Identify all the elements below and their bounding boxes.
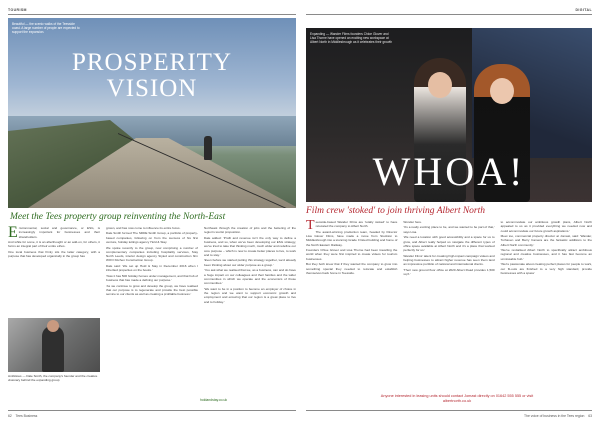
top-rule	[306, 14, 592, 15]
team-photo	[306, 28, 592, 202]
paragraph: Northeast through the creation of jobs and the bettering of the region's tourist proposition.	[204, 226, 296, 235]
face-right	[490, 78, 514, 104]
section-label: TOURISM	[8, 8, 27, 12]
article-columns	[306, 220, 592, 390]
paragraph: But they both knew that if they wanted the company to grow into something special they needed to relocate and establish themselves back home in Teesside.	[306, 262, 398, 275]
portrait-head	[47, 320, 59, 332]
article-column-3	[204, 226, 296, 401]
footer-tagline: The voice of business in the Tees region	[523, 414, 585, 418]
paragraph: 'We need a location with good accessibility and a space for us to grow, and Albert really helped us navigate the different types of office space available at Albert North and it's a place that worked perfectly for us.'	[403, 235, 495, 253]
portrait-body	[42, 326, 64, 372]
paragraph: grown, and has now come to influence its entire focus.	[106, 226, 181, 230]
paragraph: 'We want to be in a position to become an employer of choice in the region and we want to support economic growth and employment and ensuring that our region is a great place to live and to holiday.'	[204, 286, 296, 304]
section-label: DIGITAL	[575, 8, 592, 12]
paragraph: Wander Films' talent for creating high-impact campaign videos and helping businesses to attract higher revenue has seen them land an impressive portfolio of national and international clients.	[403, 253, 495, 267]
paragraph: 'Their new ground floor office at 2020 Albert Road provides 1,500 sq ft.'	[403, 267, 495, 277]
hero-caption: Beautiful — the scenic walks of the Teesside coast. A large number of people are expected to support the expansion.	[12, 22, 80, 34]
photo-caption: Expanding — Wander Films founders Chloe Glover and Lisa Thorne have opened an exciting new workspace at Albert North in Middlesbrough as it celebrates their growth	[310, 32, 393, 44]
face-left	[428, 72, 452, 98]
paragraph: 'It's a really exciting place to be, and we wanted to be part of that,' says Lisa.	[403, 225, 495, 234]
article-deck: Meet the Tees property group reinventing the North-East	[10, 212, 226, 222]
paragraph: 'We've revitalised Albert North to specifically attract ambitious regional and creative businesses, and it has fast become an unmissable hub.'	[500, 248, 592, 261]
article-deck: Film crew 'stoked' to join thriving Albert North	[306, 206, 486, 216]
photo-overlay-title: WHOA!	[372, 149, 526, 194]
hero-title	[8, 50, 296, 102]
paragraph: One local business that firmly sits the latter category, with a purpose that has developed organically in the group has	[8, 249, 100, 259]
paragraph: Founders Chloe Glover and Lisa Thorne had been travelling the world when they were first inspired to create videos for tourism businesses.	[306, 248, 398, 261]
footer-rule	[306, 410, 592, 411]
paragraph: Meet too, commercial property director at Jomast, said: 'Wander, Torhaven and Barry Camera are the fantastic additions to the Albert North community.'	[500, 234, 592, 247]
paragraph: eesside-based Wander Films are 'totally stoked' to have relocated the company to Albert North.	[315, 220, 398, 229]
page-footer	[8, 414, 37, 418]
paragraph: Dale said: 'We set up Hold & Stay in December 2016 when I inherited properties on the books.'	[106, 263, 198, 273]
hero-title-line1: PROSPERITY	[71, 49, 233, 76]
footer-rule	[8, 410, 296, 411]
hero-photo	[8, 18, 296, 208]
publication-name: Tees Business	[15, 414, 38, 418]
paragraph: Wonder here.	[403, 220, 423, 224]
paragraph: 'Now it has 500 holiday homes under management, and that hub of business that has made a defining our purpose.'	[106, 273, 198, 283]
paragraph: Dale Smith formed The SDDE Smith Group, a portfolio of property-based companies, following on from the success of his first venture, holiday lettings agency Hold & Stay.	[106, 231, 198, 245]
article-column-2	[106, 226, 198, 401]
walking-person	[204, 136, 212, 160]
hero-title-line2: VISION	[106, 75, 198, 102]
paragraph: 'We're passionate about creating perfect places for people to work, our fit-outs are finished to a very high standard, provide businesses with a space'	[500, 262, 592, 275]
paragraph: nvironmental, social and governance, or ESG, is increasingly important for businesses and their shareholders.	[18, 226, 100, 239]
contact-note: Anyone interested in leasing units should contact Jomast directly on 01642 555 555 or visit albertnorth.co.uk	[380, 394, 534, 403]
page-number: 63	[588, 414, 592, 418]
website-link[interactable]: holdandstay.co.uk	[200, 398, 228, 402]
page-number: 62	[8, 414, 12, 418]
drop-cap: E	[8, 224, 18, 241]
page-footer	[524, 414, 592, 418]
inset-caption: Ambitious — Dale Smith, the company's founder and the creative visionary behind the expanding group	[8, 374, 98, 383]
article-column-3	[501, 220, 592, 390]
paragraph: And while for some, it is an afterthought or an add-on, for others, it forms an integral part of their entire ethos.	[8, 240, 100, 249]
paragraph: The award-winning production team, headed by Director Lisa Glover Films, have made a move from Stockton to Middlesbrough into a stunning Grade II listed building and home of the North Eastern Railway.	[306, 229, 398, 247]
paragraph: 'As we continue to grow and develop the group, we have realised that our purpose is to regenerate and provide the best possible service to our clients as well as creating a profitable business.'	[106, 283, 198, 297]
paragraph: We spoke recently to the group, now comprising a number of complementary companies including hospitality services, Stay North Leeds, interior design agency Styled and construction firm WOO Kitchen Construction Group.	[106, 245, 198, 263]
article-column-2	[403, 220, 494, 390]
top-rule	[8, 14, 296, 15]
inset-photo	[8, 318, 100, 372]
drop-cap: T	[306, 218, 315, 233]
paragraph: to accommodate our ambitious growth plans, Albert North appealed to us as it provided everything we needed now and could accommodate our future growth aspirations.'	[500, 220, 592, 233]
paragraph: Dale added: 'Profit and revenue isn't the only way to define a business, and so, when we've been developing our ESG strategy, we've tried to take that thinking much, much wider and redefine our core purpose – which is now to create better places to live, to work and to stay.'	[204, 235, 296, 257]
paragraph: 'Even before we started putting this strategy together, we'd already been thinking about our wider purpose as a group.'	[204, 258, 296, 267]
paragraph: 'You ask what we realised that we, as a business, can and do have a huge impact on our colleagues and their families and the wider communities in which we operate and the economics of those communities.'	[204, 268, 296, 286]
article-column-1	[306, 220, 397, 390]
